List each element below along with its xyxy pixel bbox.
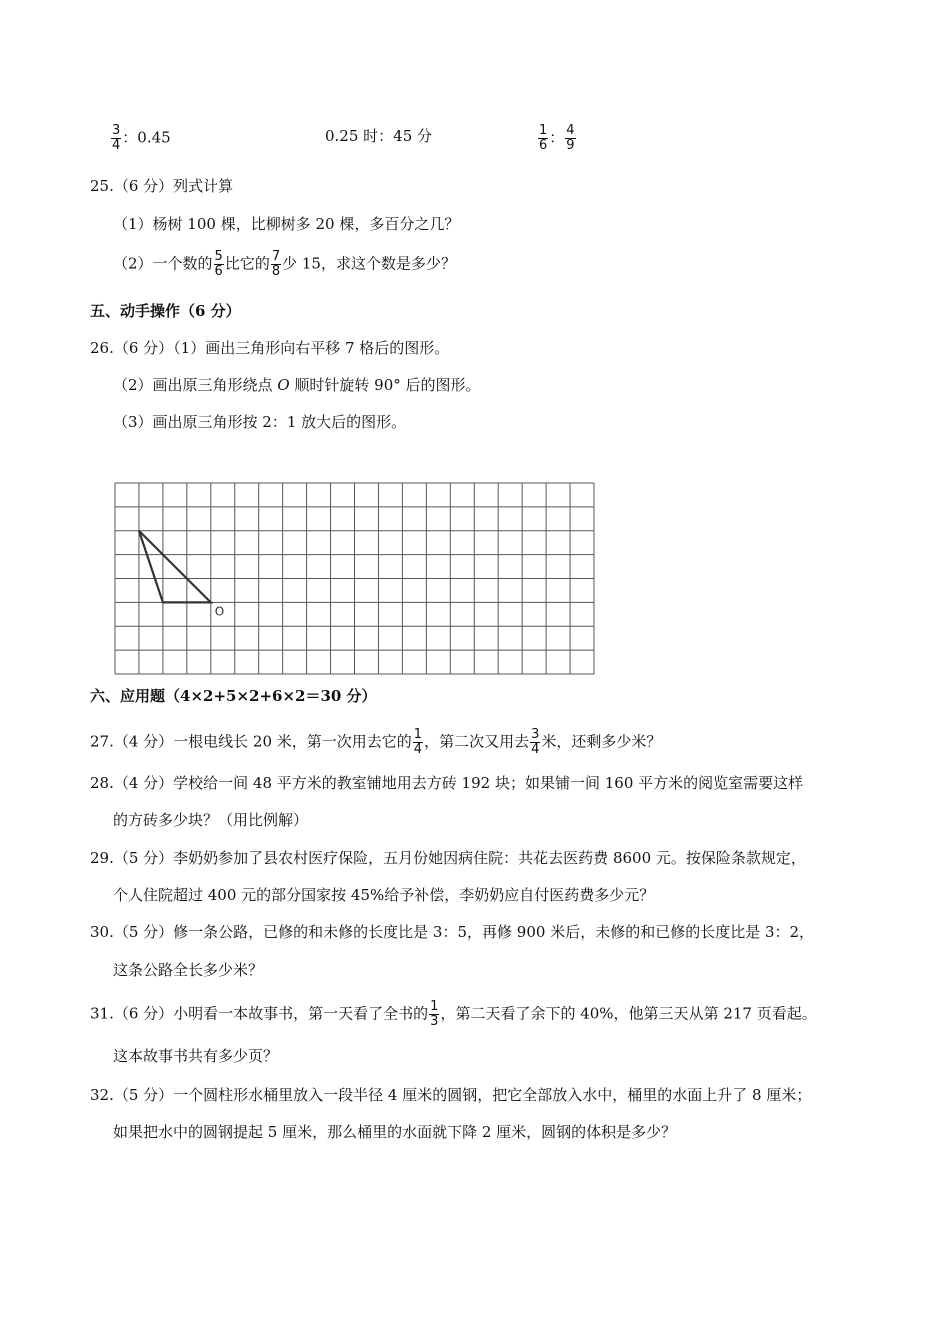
- question-26-part-1: 26.（6 分）（1）画出三角形向右平移 7 格后的图形。: [90, 339, 450, 357]
- triangle: [139, 531, 211, 603]
- fraction: $\frac{3}{4}$: [531, 727, 540, 757]
- ratio-item-1: $\frac{3}{4}$ ：0.45: [112, 123, 171, 153]
- question-32-line-1: 32.（5 分）一个圆柱形水桶里放入一段半径 4 厘米的圆钢，把它全部放入水中，桶里的水面上升了 8 厘米；: [90, 1086, 812, 1104]
- fraction: $\frac{1}{4}$: [413, 727, 423, 757]
- question-25-part-2: （2）一个数的 $\frac{5}{6}$ 比它的 $\frac{7}{8}$ 少 15，求这个数是多少？: [113, 249, 456, 279]
- question-31-line-2: 这本故事书共有多少页？: [113, 1047, 279, 1065]
- question-31-line-1: 31.（6 分）小明看一本故事书，第一天看了全书的 $\frac{1}{3}$ ，第二天看了余下的 40%，他第三天从第 217 页看起。: [90, 999, 817, 1029]
- question-29-line-2: 个人住院超过 400 元的部分国家按 45%给予补偿，李奶奶应自付医药费多少元？: [113, 886, 655, 904]
- grid-svg: [114, 482, 595, 675]
- ratio-item-3: $\frac{1}{6}$ ： $\frac{4}{9}$: [539, 123, 575, 153]
- section-5-heading: 五、动手操作（6 分）: [90, 302, 241, 320]
- question-29-line-1: 29.（5 分）李奶奶参加了县农村医疗保险，五月份她因病住院：共花去医药费 8600 元。按保险条款规定，: [90, 849, 806, 867]
- fraction: $\frac{1}{3}$: [430, 999, 439, 1029]
- question-25-title: 25.（6 分）列式计算: [90, 177, 234, 195]
- question-27: 27.（4 分）一根电线长 20 米，第一次用去它的 $\frac{1}{4}$ ，第二次又用去 $\frac{3}{4}$ 米，还剩多少米？: [90, 727, 662, 757]
- question-28-line-2: 的方砖多少块？（用比例解）: [113, 811, 309, 829]
- fraction: $\frac{4}{9}$: [566, 123, 575, 153]
- fraction: $\frac{7}{8}$: [271, 249, 281, 279]
- question-32-line-2: 如果把水中的圆钢提起 5 厘米，那么桶里的水面就下降 2 厘米，圆钢的体积是多少？: [113, 1123, 677, 1141]
- question-25-part-1: （1）杨树 100 棵，比柳树多 20 棵，多百分之几？: [113, 215, 460, 233]
- question-28-line-1: 28.（4 分）学校给一间 48 平方米的教室铺地用去方砖 192 块；如果铺一间 160 平方米的阅览室需要这样: [90, 774, 804, 792]
- ratio-item-2: 0.25 时：45 分: [325, 127, 433, 145]
- question-26-part-3: （3）画出原三角形按 2：1 放大后的图形。: [113, 413, 407, 431]
- fraction: $\frac{1}{6}$: [539, 123, 548, 153]
- question-26-part-2: （2）画出原三角形绕点 O 顺时针旋转 90° 后的图形。: [113, 376, 481, 394]
- question-30-line-2: 这条公路全长多少米？: [113, 961, 264, 979]
- fraction: $\frac{5}{6}$: [214, 249, 223, 279]
- fraction: $\frac{3}{4}$: [112, 123, 121, 153]
- drawing-grid: [114, 482, 595, 675]
- point-o-label: O: [214, 604, 225, 619]
- section-6-heading: 六、应用题（4×2+5×2+6×2＝30 分）: [90, 687, 377, 705]
- question-30-line-1: 30.（5 分）修一条公路，已修的和未修的长度比是 3：5，再修 900 米后，未修的和已修的长度比是 3：2，: [90, 923, 815, 941]
